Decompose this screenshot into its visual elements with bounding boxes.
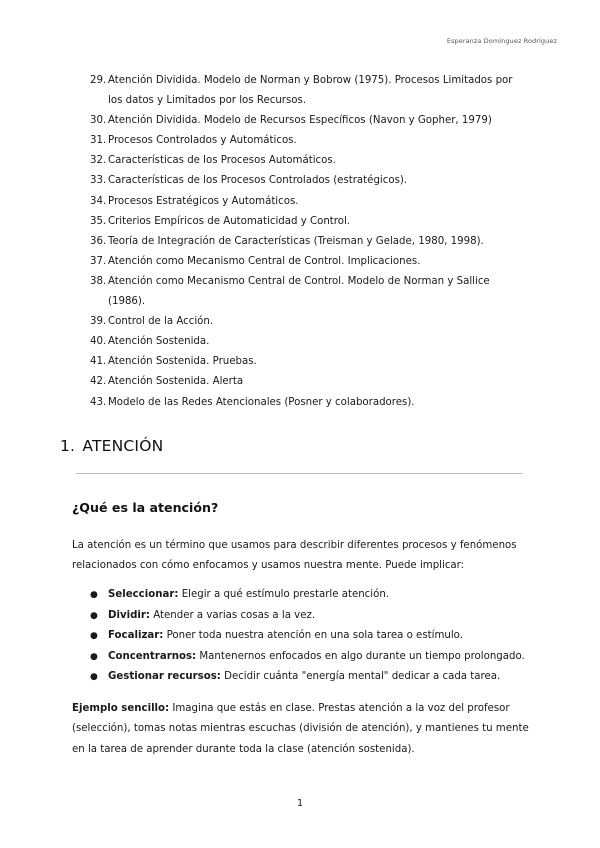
bullet-term: Seleccionar: [108,589,179,600]
toc-item-text: Criterios Empíricos de Automaticidad y Control. [108,215,351,227]
toc-item-number: 34. [90,195,107,207]
bullet-icon: ● [90,590,98,600]
list-item [90,626,530,647]
list-item [90,647,530,668]
toc-item-text: Atención Dividida. Modelo de Norman y Bobrow (1975). Procesos Limitados por los datos y Limitados por los Recursos. [108,75,513,107]
toc-item-number: 30. [90,115,107,127]
toc-item [90,352,530,372]
toc-item-text: Atención como Mecanismo Central de Control. Implicaciones. [108,255,421,267]
toc-item-number: 32. [90,155,107,167]
bullet-term: Focalizar: [108,630,164,641]
toc-item-number: 40. [90,336,107,348]
toc-item [90,212,530,232]
toc-item-text: Atención Sostenida. Pruebas. [108,356,257,368]
toc-item [90,372,530,392]
bullet-term: Concentrarnos: [108,650,197,662]
toc-item-text: Procesos Estratégicos y Automáticos. [108,195,299,207]
toc-item-text: Control de la Acción. [108,316,214,328]
bullet-list [90,585,530,688]
toc-item-text: Teoría de Integración de Características (Treisman y Gelade, 1980, 1998). [108,235,484,247]
subheading: ¿Qué es la atención? [72,500,219,515]
bullet-text: Atender a varias cosas a la vez. [153,609,316,621]
section-number: 1. [60,437,76,455]
toc-item-number: 39. [90,316,107,328]
toc-item [90,232,530,252]
toc-item-text: Atención Dividida. Modelo de Recursos Específicos (Navon y Gopher, 1979) [108,115,492,127]
toc-item-text: Características de los Procesos Automáticos. [108,155,336,167]
list-item [90,667,530,688]
toc-item-number: 36. [90,235,107,247]
bullet-term: Dividir: [108,609,150,621]
toc-item-text: Atención Sostenida. Alerta [108,376,244,388]
bullet-icon: ● [90,651,98,662]
toc-item-number: 42. [90,376,107,388]
bullet-text: Mantenernos enfocados en algo durante un tiempo prolongado. [199,650,525,662]
toc-item [90,252,530,272]
author-header: Esperanza Domínguez Rodríguez [446,37,557,45]
page-number: 1 [296,798,304,809]
section-title: ATENCIÓN [82,437,164,455]
bullet-term: Gestionar recursos: [108,671,221,682]
bullet-icon: ● [90,631,98,641]
toc-item-text: Características de los Procesos Controlados (estratégicos). [108,175,408,187]
bullet-icon: ● [90,610,98,621]
bullet-text: Elegir a qué estímulo prestarle atención. [181,589,390,600]
toc-item-number: 38. [90,275,107,287]
toc-item [90,171,530,191]
table-of-contents [90,71,530,413]
toc-item-number: 31. [90,135,107,147]
example-text: Imagina que estás en clase. Prestas atención a la voz del profesor (selección), tomas notas mientras escuchas (división de atención), y mantienes tu mente en la tarea de aprender durante toda la clase (atención sostenida). [72,703,529,755]
toc-item [90,111,530,131]
toc-item-text: Modelo de las Redes Atencionales (Posner y colaboradores). [108,396,415,408]
toc-item [90,151,530,171]
section-heading [60,437,163,455]
toc-item-number: 41. [90,356,107,368]
heading-divider [76,473,523,474]
toc-item [90,312,530,332]
bullet-text: Poner toda nuestra atención en una sola tarea o estímulo. [166,630,463,641]
toc-item-text: Procesos Controlados y Automáticos. [108,135,297,147]
toc-item-number: 37. [90,255,107,267]
example-paragraph [72,699,532,760]
list-item [90,606,530,627]
toc-item-number: 33. [90,175,107,187]
toc-item [90,131,530,151]
toc-item [90,192,530,212]
bullet-text: Decidir cuánta "energía mental" dedicar a cada tarea. [224,671,501,682]
toc-item [90,393,530,413]
toc-item-number: 35. [90,215,107,227]
toc-item [90,272,530,312]
list-item [90,585,530,606]
toc-item-number: 29. [90,75,107,86]
intro-paragraph: La atención es un término que usamos para describir diferentes procesos y fenómenos relacionados con cómo enfocamos y usamos nuestra mente. Puede implicar: [72,540,517,572]
example-label: Ejemplo sencillo: [72,703,170,714]
toc-item-text: Atención Sostenida. [108,336,210,348]
toc-item [90,332,530,352]
toc-item-number: 43. [90,396,107,408]
toc-item [90,71,530,111]
bullet-icon: ● [90,672,98,682]
toc-item-text: Atención como Mecanismo Central de Control. Modelo de Norman y Sallice (1986). [108,275,490,308]
